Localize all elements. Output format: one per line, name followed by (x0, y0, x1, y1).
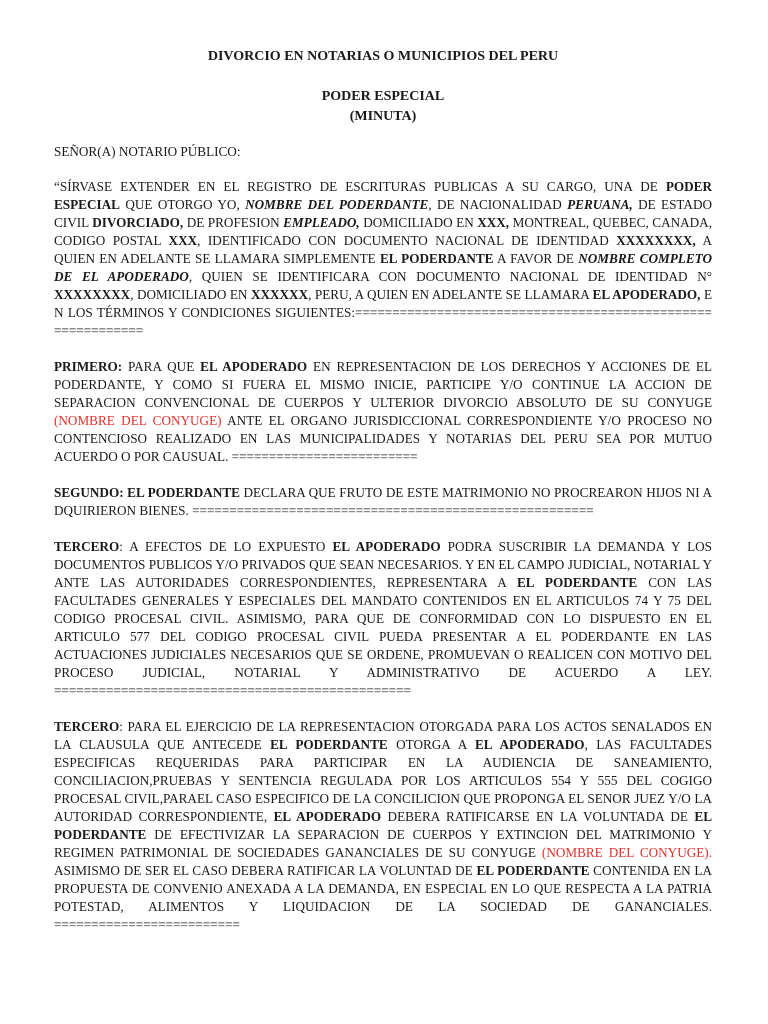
bold-run: EL APODERADO (273, 809, 382, 824)
text-run: OTORGA A (387, 737, 475, 752)
bold-run: XXXXXXXX (54, 287, 131, 302)
salutation: SEÑOR(A) NOTARIO PÚBLICO: (54, 144, 241, 159)
clause-heading: TERCERO (54, 719, 120, 734)
text-run: PARA QUE (122, 359, 201, 374)
text-run: A QUIEN EN ADELANTE SE LLAMARA SIMPLEMENTE (54, 233, 713, 266)
text-run: CON LAS FACULTADES GENERALES Y ESPECIALES DEL MANDATO CONTENIDOS EN EL ARTICULOS 74 Y 75 DEL CODIGO PROCESAL CIVIL. ASIMISMO, PARA QUE DE CONFORMIDAD CON LO DISPUESTO EN EL ARTICULO 577 DEL CODIGO PROCESAL CIVIL PUEDA PRESENTAR A EL PODERDANTE EN LAS ACTUACIONES JUDICIALES NECESARIOS QUE SE ORDENE, PROMUEVAN O REALICEN CON MOTIVO DEL PROCESO JUDICIAL, NOTARIAL Y ADMINISTRATIVO DE ACUERDO A LEY. ================================================ (54, 575, 712, 698)
text-run: DECLARA QUE FRUTO DE ESTE MATRIMONIO NO PROCREARON HIJOS NI ADQUIRIERON BIENES. ====================================================== (54, 485, 712, 518)
document-subtitle-minuta: (MINUTA) (349, 109, 417, 124)
document-title: DIVORCIO EN NOTARIAS O MUNICIPIOS DEL PERU (207, 49, 559, 64)
text-run: : PARA EL EJERCICIO DE LA REPRESENTACION OTORGADA PARA LOS ACTOS SENALADOS EN LA CLAUSULA QUE ANTECEDE (54, 719, 712, 752)
bold-run: XXX, (477, 215, 510, 230)
placeholder-red: (NOMBRE DEL CONYUGE) (54, 413, 222, 428)
bold-italic-run: NOMBRE COMPLETO DE EL APODERADO (54, 251, 712, 284)
text-run: DE PROFESION (183, 215, 284, 230)
clause-tercero-1 (54, 538, 712, 700)
text-run: MONTREAL, QUEBEC, CANADA, CODIGO POSTAL (54, 215, 712, 248)
bold-run: EL APODERADO, (592, 287, 701, 302)
document-subtitle: PODER ESPECIAL (321, 89, 445, 104)
text-run: DE EFECTIVIZAR LA SEPARACION DE CUERPOS Y EXTINCION DEL MATRIMONIO Y REGIMEN PATRIMONIAL DE SOCIEDADES GANANCIALES DE SU CONYUGE (54, 827, 712, 860)
clause-segundo (54, 484, 712, 520)
text-run: ANTE EL ORGANO JURISDICCIONAL CORRESPONDIENTE Y/O PROCESO NO CONTENCIOSO REALIZADO EN LAS MUNICIPALIDADES Y NOTARIAS DEL PERU SEA POR MUTUO ACUERDO O POR CAUSUAL. ========================= (54, 413, 712, 464)
clause-tercero-2 (54, 718, 712, 934)
text-run: QUE OTORGO YO, (119, 197, 246, 212)
text-run: , PERU, A QUIEN EN ADELANTE SE LLAMARA (308, 287, 593, 302)
clause-primero (54, 358, 712, 466)
bold-run: EL APODERADO (200, 359, 308, 374)
clause-heading: PRIMERO: (54, 359, 123, 374)
bold-run: EL PODERDANTE (476, 863, 590, 878)
text-run: , QUIEN SE IDENTIFICARA CON DOCUMENTO NACIONAL DE IDENTIDAD N° (188, 269, 712, 284)
bold-run: EL APODERADO (474, 737, 585, 752)
text-run: DE ESTADO CIVIL (54, 197, 712, 230)
text-run: A FAVOR DE (493, 251, 579, 266)
text-run: , LAS FACULTADES ESPECIFICAS REQUERIDAS PARA PARTICIPAR EN LA AUDIENCIA DE SANEAMIENTO, CONCILIACION,PRUEBAS Y SENTENCIA REGULADA POR LOS ARTICULOS 554 Y 555 DEL COGIGO PROCESAL CIVIL,PARAEL CASO ESPECIFICO DE LA CONCILICION QUE PROPONGA EL SENOR JUEZ Y/O LA AUTORIDAD CORRESPONDIENTE, (54, 737, 713, 824)
bold-run: EL PODERDANTE (270, 737, 388, 752)
text-run: , DE NACIONALIDAD (428, 197, 568, 212)
document-page (54, 48, 712, 952)
text-run: EN LOS TÉRMINOS Y CONDICIONES SIGUIENTES:============================================================ (54, 287, 713, 338)
text-run: , IDENTIFICADO CON DOCUMENTO NACIONAL DE IDENTIDAD (197, 233, 617, 248)
placeholder-red: (NOMBRE DEL CONYUGE). (541, 845, 712, 860)
bold-run: EL PODERDANTE (517, 575, 638, 590)
text-run: : A EFECTOS DE LO EXPUESTO (119, 539, 333, 554)
bold-run: EL PODERDANTE (380, 251, 494, 266)
intro-paragraph (54, 178, 712, 340)
bold-run: XXXXXXXX, (616, 233, 696, 248)
bold-run: PODER ESPECIAL (54, 179, 712, 212)
bold-italic-run: PERUANA, (567, 197, 633, 212)
text-run: , DOMICILIADO EN (130, 287, 251, 302)
text-run: “SÍRVASE EXTENDER EN EL REGISTRO DE ESCRITURAS PUBLICAS A SU CARGO, UNA DE (54, 179, 666, 194)
bold-italic-run: NOMBRE DEL PODERDANTE (245, 197, 429, 212)
bold-run: XXX (168, 233, 198, 248)
text-run: DEBERA RATIFICARSE EN LA VOLUNTADA DE (381, 809, 695, 824)
bold-run: DIVORCIADO, (92, 215, 184, 230)
text-run: PODRA SUSCRIBIR LA DEMANDA Y LOS DOCUMENTOS PUBLICOS Y/O PRIVADOS QUE SEAN NECESARIOS. Y EN EL CAMPO JUDICIAL, NOTARIAL Y ANTE LAS AUTORIDADES CORRESPONDIENTES, REPRESENTARA A (54, 539, 712, 590)
text-run: CONTENIDA EN LA PROPUESTA DE CONVENIO ANEXADA A LA DEMANDA, EN ESPECIAL EN LO QUE RESPECTA A LA PATRIA POTESTAD, ALIMENTOS Y LIQUIDACION DE LA SOCIEDAD DE GANANCIALES. ========================= (54, 863, 712, 932)
bold-run: EL APODERADO (332, 539, 441, 554)
clause-heading: TERCERO (54, 539, 120, 554)
clause-heading: SEGUNDO: EL PODERDANTE (54, 485, 240, 500)
text-run: ASIMISMO DE SER EL CASO DEBERA RATIFICAR LA VOLUNTAD DE (54, 863, 477, 878)
bold-run: EL PODERDANTE (54, 809, 712, 842)
text-run: EN REPRESENTACION DE LOS DERECHOS Y ACCIONES DE EL PODERDANTE, Y COMO SI FUERA EL MISMO INICIE, PARTICIPE Y/O CONTINUE LA ACCION DE SEPARACION CONVENCIONAL DE CUERPOS Y ULTERIOR DIVORCIO ABSOLUTO DE SU CONYUGE (54, 359, 713, 410)
bold-run: XXXXXX (250, 287, 309, 302)
bold-italic-run: EMPLEADO, (283, 215, 360, 230)
text-run: DOMICILIADO EN (359, 215, 478, 230)
